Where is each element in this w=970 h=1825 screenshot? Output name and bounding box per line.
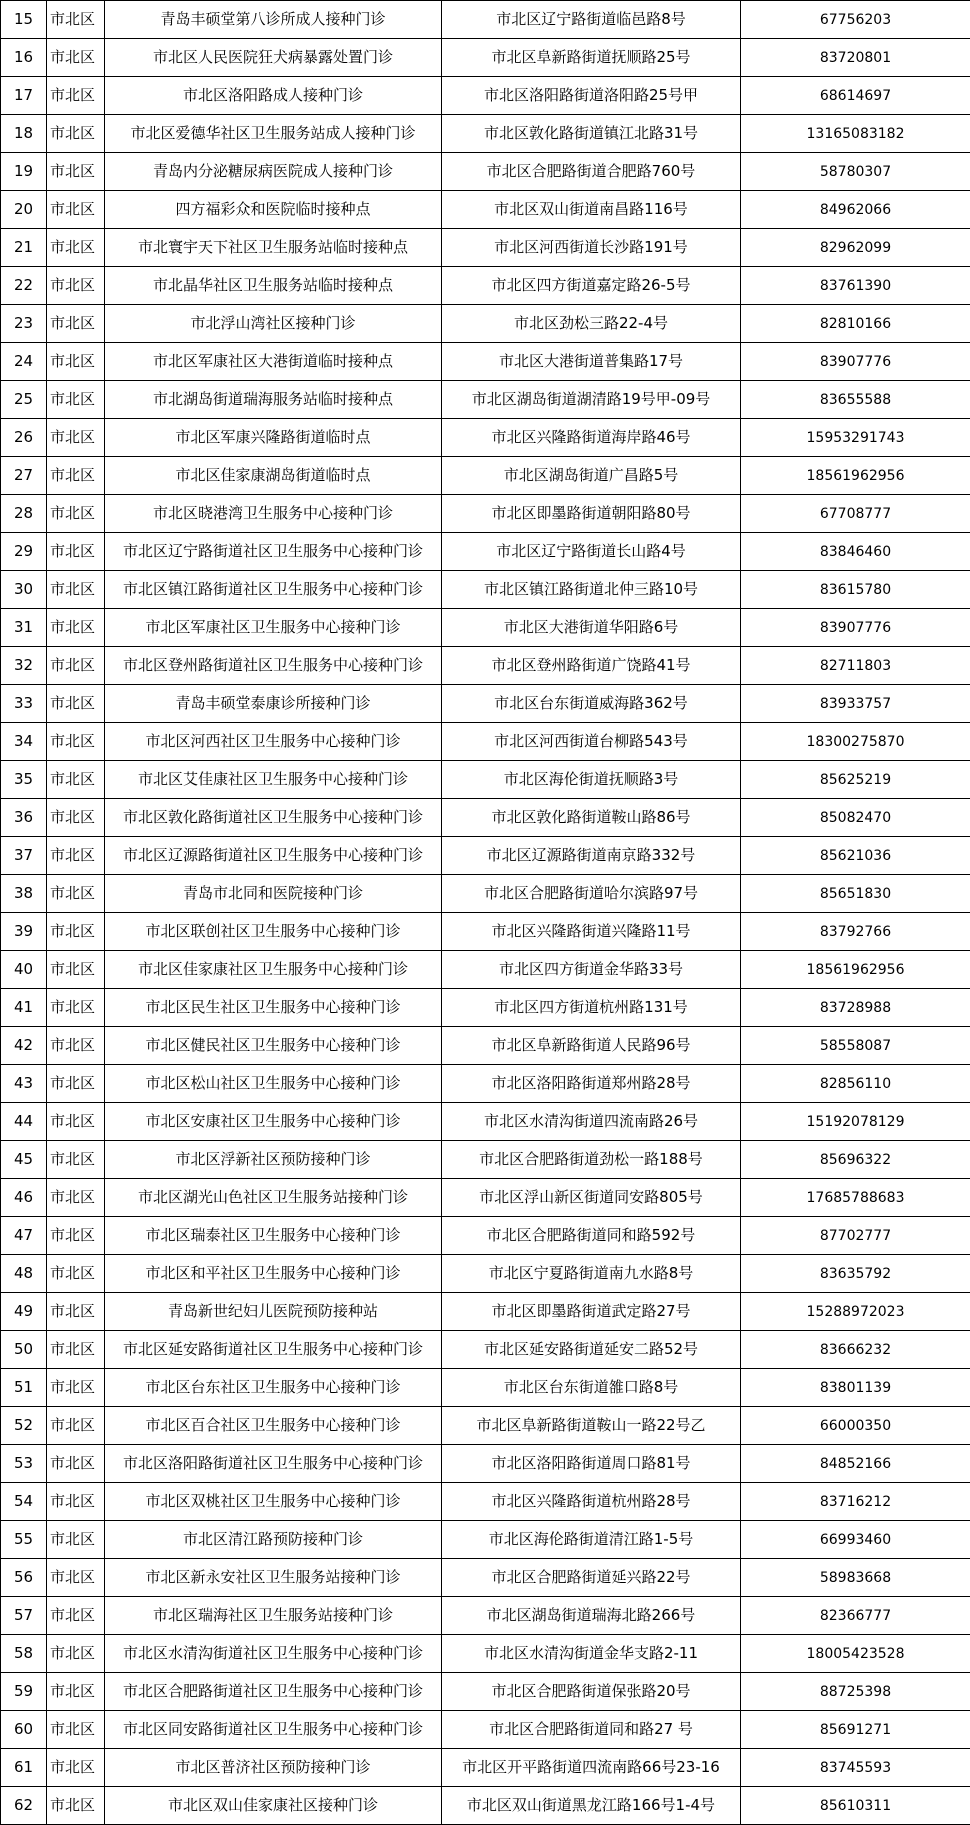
clinic-name-cell: 市北区人民医院狂犬病暴露处置门诊 <box>105 39 442 77</box>
row-number-cell: 30 <box>1 571 47 609</box>
clinic-name-cell: 市北区洛阳路成人接种门诊 <box>105 77 442 115</box>
clinic-name-cell: 市北区瑞泰社区卫生服务中心接种门诊 <box>105 1217 442 1255</box>
row-number-cell: 29 <box>1 533 47 571</box>
row-number-cell: 45 <box>1 1141 47 1179</box>
clinic-name-cell: 市北区辽源路街道社区卫生服务中心接种门诊 <box>105 837 442 875</box>
district-cell: 市北区 <box>47 39 105 77</box>
address-cell: 市北区延安路街道延安二路52号 <box>442 1331 741 1369</box>
district-cell: 市北区 <box>47 1445 105 1483</box>
phone-cell: 83745593 <box>741 1749 970 1787</box>
phone-cell: 83846460 <box>741 533 970 571</box>
clinic-name-cell: 市北浮山湾社区接种门诊 <box>105 305 442 343</box>
table-row <box>1 1331 970 1369</box>
table-row <box>1 761 970 799</box>
row-number-cell: 51 <box>1 1369 47 1407</box>
district-cell: 市北区 <box>47 419 105 457</box>
table-row <box>1 1711 970 1749</box>
phone-cell: 15953291743 <box>741 419 970 457</box>
row-number-cell: 19 <box>1 153 47 191</box>
clinic-name-cell: 四方福彩众和医院临时接种点 <box>105 191 442 229</box>
phone-cell: 13165083182 <box>741 115 970 153</box>
clinic-name-cell: 市北区台东社区卫生服务中心接种门诊 <box>105 1369 442 1407</box>
row-number-cell: 33 <box>1 685 47 723</box>
clinic-name-cell: 市北区军康兴隆路街道临时点 <box>105 419 442 457</box>
clinic-name-cell: 青岛丰硕堂泰康诊所接种门诊 <box>105 685 442 723</box>
district-cell: 市北区 <box>47 609 105 647</box>
table-row <box>1 1521 970 1559</box>
table-row <box>1 989 970 1027</box>
phone-cell: 18561962956 <box>741 951 970 989</box>
row-number-cell: 22 <box>1 267 47 305</box>
address-cell: 市北区大港街道普集路17号 <box>442 343 741 381</box>
table-row <box>1 1787 970 1825</box>
phone-cell: 85082470 <box>741 799 970 837</box>
clinic-name-cell: 市北区松山社区卫生服务中心接种门诊 <box>105 1065 442 1103</box>
clinic-name-cell: 市北区镇江路街道社区卫生服务中心接种门诊 <box>105 571 442 609</box>
phone-cell: 85610311 <box>741 1787 970 1825</box>
table-row <box>1 685 970 723</box>
row-number-cell: 52 <box>1 1407 47 1445</box>
table-row <box>1 951 970 989</box>
address-cell: 市北区湖岛街道湖清路19号甲-09号 <box>442 381 741 419</box>
table-row <box>1 1179 970 1217</box>
table-row <box>1 1597 970 1635</box>
table-row <box>1 1369 970 1407</box>
row-number-cell: 42 <box>1 1027 47 1065</box>
clinic-name-cell: 市北区艾佳康社区卫生服务中心接种门诊 <box>105 761 442 799</box>
phone-cell: 83907776 <box>741 609 970 647</box>
row-number-cell: 61 <box>1 1749 47 1787</box>
clinic-name-cell: 市北区瑞海社区卫生服务站接种门诊 <box>105 1597 442 1635</box>
phone-cell: 18005423528 <box>741 1635 970 1673</box>
clinic-name-cell: 市北区健民社区卫生服务中心接种门诊 <box>105 1027 442 1065</box>
district-cell: 市北区 <box>47 875 105 913</box>
table-row <box>1 913 970 951</box>
row-number-cell: 44 <box>1 1103 47 1141</box>
clinic-name-cell: 市北区爱德华社区卫生服务站成人接种门诊 <box>105 115 442 153</box>
address-cell: 市北区合肥路街道同和路27 号 <box>442 1711 741 1749</box>
table-row <box>1 875 970 913</box>
address-cell: 市北区合肥路街道合肥路760号 <box>442 153 741 191</box>
address-cell: 市北区大港街道华阳路6号 <box>442 609 741 647</box>
phone-cell: 17685788683 <box>741 1179 970 1217</box>
address-cell: 市北区兴隆路街道兴隆路11号 <box>442 913 741 951</box>
district-cell: 市北区 <box>47 1 105 39</box>
clinic-name-cell: 市北区晓港湾卫生服务中心接种门诊 <box>105 495 442 533</box>
row-number-cell: 54 <box>1 1483 47 1521</box>
district-cell: 市北区 <box>47 1065 105 1103</box>
district-cell: 市北区 <box>47 153 105 191</box>
district-cell: 市北区 <box>47 305 105 343</box>
address-cell: 市北区湖岛街道广昌路5号 <box>442 457 741 495</box>
clinic-name-cell: 市北区河西社区卫生服务中心接种门诊 <box>105 723 442 761</box>
address-cell: 市北区辽源路街道南京路332号 <box>442 837 741 875</box>
table-row <box>1 647 970 685</box>
row-number-cell: 58 <box>1 1635 47 1673</box>
table-row <box>1 1217 970 1255</box>
address-cell: 市北区洛阳路街道洛阳路25号甲 <box>442 77 741 115</box>
address-cell: 市北区兴隆路街道海岸路46号 <box>442 419 741 457</box>
district-cell: 市北区 <box>47 1407 105 1445</box>
clinic-name-cell: 青岛市北同和医院接种门诊 <box>105 875 442 913</box>
address-cell: 市北区合肥路街道劲松一路188号 <box>442 1141 741 1179</box>
table-row <box>1 571 970 609</box>
row-number-cell: 50 <box>1 1331 47 1369</box>
address-cell: 市北区洛阳路街道郑州路28号 <box>442 1065 741 1103</box>
address-cell: 市北区宁夏路街道南九水路8号 <box>442 1255 741 1293</box>
phone-cell: 83933757 <box>741 685 970 723</box>
address-cell: 市北区合肥路街道同和路592号 <box>442 1217 741 1255</box>
phone-cell: 67708777 <box>741 495 970 533</box>
row-number-cell: 55 <box>1 1521 47 1559</box>
address-cell: 市北区敦化路街道镇江北路31号 <box>442 115 741 153</box>
table-row <box>1 267 970 305</box>
phone-cell: 83728988 <box>741 989 970 1027</box>
phone-cell: 66000350 <box>741 1407 970 1445</box>
clinic-name-cell: 市北区佳家康社区卫生服务中心接种门诊 <box>105 951 442 989</box>
table-row <box>1 837 970 875</box>
district-cell: 市北区 <box>47 1711 105 1749</box>
district-cell: 市北区 <box>47 1027 105 1065</box>
phone-cell: 83666232 <box>741 1331 970 1369</box>
address-cell: 市北区劲松三路22-4号 <box>442 305 741 343</box>
phone-cell: 82711803 <box>741 647 970 685</box>
phone-cell: 58983668 <box>741 1559 970 1597</box>
row-number-cell: 16 <box>1 39 47 77</box>
phone-cell: 82856110 <box>741 1065 970 1103</box>
table-row <box>1 1141 970 1179</box>
district-cell: 市北区 <box>47 989 105 1027</box>
district-cell: 市北区 <box>47 723 105 761</box>
address-cell: 市北区台东街道威海路362号 <box>442 685 741 723</box>
phone-cell: 66993460 <box>741 1521 970 1559</box>
phone-cell: 15288972023 <box>741 1293 970 1331</box>
phone-cell: 85621036 <box>741 837 970 875</box>
phone-cell: 85696322 <box>741 1141 970 1179</box>
clinic-name-cell: 市北区民生社区卫生服务中心接种门诊 <box>105 989 442 1027</box>
clinic-name-cell: 青岛内分泌糖尿病医院成人接种门诊 <box>105 153 442 191</box>
table-row <box>1 343 970 381</box>
phone-cell: 85691271 <box>741 1711 970 1749</box>
table-row <box>1 495 970 533</box>
phone-cell: 83907776 <box>741 343 970 381</box>
address-cell: 市北区台东街道雒口路8号 <box>442 1369 741 1407</box>
table-row <box>1 1255 970 1293</box>
row-number-cell: 60 <box>1 1711 47 1749</box>
address-cell: 市北区四方街道嘉定路26-5号 <box>442 267 741 305</box>
row-number-cell: 15 <box>1 1 47 39</box>
row-number-cell: 46 <box>1 1179 47 1217</box>
district-cell: 市北区 <box>47 267 105 305</box>
phone-cell: 83761390 <box>741 267 970 305</box>
row-number-cell: 34 <box>1 723 47 761</box>
table-row <box>1 39 970 77</box>
clinic-name-cell: 市北区普济社区预防接种门诊 <box>105 1749 442 1787</box>
phone-cell: 18300275870 <box>741 723 970 761</box>
phone-cell: 58558087 <box>741 1027 970 1065</box>
row-number-cell: 48 <box>1 1255 47 1293</box>
district-cell: 市北区 <box>47 1483 105 1521</box>
table-row <box>1 723 970 761</box>
clinic-name-cell: 市北区敦化路街道社区卫生服务中心接种门诊 <box>105 799 442 837</box>
clinic-name-cell: 市北湖岛街道瑞海服务站临时接种点 <box>105 381 442 419</box>
clinic-name-cell: 市北区双山佳家康社区接种门诊 <box>105 1787 442 1825</box>
row-number-cell: 32 <box>1 647 47 685</box>
phone-cell: 87702777 <box>741 1217 970 1255</box>
clinic-name-cell: 市北区湖光山色社区卫生服务站接种门诊 <box>105 1179 442 1217</box>
address-cell: 市北区湖岛街道瑞海北路266号 <box>442 1597 741 1635</box>
row-number-cell: 40 <box>1 951 47 989</box>
clinic-name-cell: 市北区登州路街道社区卫生服务中心接种门诊 <box>105 647 442 685</box>
district-cell: 市北区 <box>47 951 105 989</box>
clinic-name-cell: 市北区洛阳路街道社区卫生服务中心接种门诊 <box>105 1445 442 1483</box>
address-cell: 市北区海伦路街道清江路1-5号 <box>442 1521 741 1559</box>
row-number-cell: 47 <box>1 1217 47 1255</box>
phone-cell: 83720801 <box>741 39 970 77</box>
address-cell: 市北区登州路街道广饶路41号 <box>442 647 741 685</box>
phone-cell: 84962066 <box>741 191 970 229</box>
phone-cell: 58780307 <box>741 153 970 191</box>
table-row <box>1 1673 970 1711</box>
row-number-cell: 27 <box>1 457 47 495</box>
address-cell: 市北区辽宁路街道长山路4号 <box>442 533 741 571</box>
row-number-cell: 17 <box>1 77 47 115</box>
table-row <box>1 1407 970 1445</box>
address-cell: 市北区兴隆路街道杭州路28号 <box>442 1483 741 1521</box>
district-cell: 市北区 <box>47 1749 105 1787</box>
clinic-name-cell: 青岛丰硕堂第八诊所成人接种门诊 <box>105 1 442 39</box>
table-row <box>1 1 970 39</box>
row-number-cell: 39 <box>1 913 47 951</box>
phone-cell: 84852166 <box>741 1445 970 1483</box>
address-cell: 市北区镇江路街道北仲三路10号 <box>442 571 741 609</box>
table-row <box>1 115 970 153</box>
table-row <box>1 419 970 457</box>
table-row <box>1 799 970 837</box>
clinic-name-cell: 市北区和平社区卫生服务中心接种门诊 <box>105 1255 442 1293</box>
phone-cell: 88725398 <box>741 1673 970 1711</box>
address-cell: 市北区即墨路街道朝阳路80号 <box>442 495 741 533</box>
address-cell: 市北区合肥路街道哈尔滨路97号 <box>442 875 741 913</box>
address-cell: 市北区洛阳路街道周口路81号 <box>442 1445 741 1483</box>
district-cell: 市北区 <box>47 1673 105 1711</box>
row-number-cell: 21 <box>1 229 47 267</box>
address-cell: 市北区河西街道长沙路191号 <box>442 229 741 267</box>
clinic-name-cell: 市北区清江路预防接种门诊 <box>105 1521 442 1559</box>
address-cell: 市北区阜新路街道鞍山一路22号乙 <box>442 1407 741 1445</box>
district-cell: 市北区 <box>47 685 105 723</box>
phone-cell: 67756203 <box>741 1 970 39</box>
row-number-cell: 36 <box>1 799 47 837</box>
row-number-cell: 43 <box>1 1065 47 1103</box>
row-number-cell: 31 <box>1 609 47 647</box>
address-cell: 市北区水清沟街道四流南路26号 <box>442 1103 741 1141</box>
table-row <box>1 533 970 571</box>
address-cell: 市北区海伦街道抚顺路3号 <box>442 761 741 799</box>
table-row <box>1 1027 970 1065</box>
address-cell: 市北区浮山新区街道同安路805号 <box>442 1179 741 1217</box>
table-row <box>1 1635 970 1673</box>
district-cell: 市北区 <box>47 229 105 267</box>
address-cell: 市北区四方街道杭州路131号 <box>442 989 741 1027</box>
district-cell: 市北区 <box>47 381 105 419</box>
district-cell: 市北区 <box>47 1369 105 1407</box>
table-row <box>1 609 970 647</box>
clinic-name-cell: 市北区水清沟街道社区卫生服务中心接种门诊 <box>105 1635 442 1673</box>
address-cell: 市北区合肥路街道延兴路22号 <box>442 1559 741 1597</box>
address-cell: 市北区水清沟街道金华支路2-11 <box>442 1635 741 1673</box>
address-cell: 市北区四方街道金华路33号 <box>442 951 741 989</box>
address-cell: 市北区即墨路街道武定路27号 <box>442 1293 741 1331</box>
table-row <box>1 1749 970 1787</box>
phone-cell: 83655588 <box>741 381 970 419</box>
row-number-cell: 20 <box>1 191 47 229</box>
district-cell: 市北区 <box>47 77 105 115</box>
clinic-name-cell: 市北晶华社区卫生服务站临时接种点 <box>105 267 442 305</box>
clinic-name-cell: 市北区合肥路街道社区卫生服务中心接种门诊 <box>105 1673 442 1711</box>
clinic-name-cell: 市北区浮新社区预防接种门诊 <box>105 1141 442 1179</box>
district-cell: 市北区 <box>47 1255 105 1293</box>
row-number-cell: 56 <box>1 1559 47 1597</box>
district-cell: 市北区 <box>47 571 105 609</box>
address-cell: 市北区双山街道南昌路116号 <box>442 191 741 229</box>
address-cell: 市北区合肥路街道保张路20号 <box>442 1673 741 1711</box>
table-row <box>1 1065 970 1103</box>
address-cell: 市北区双山街道黑龙江路166号1-4号 <box>442 1787 741 1825</box>
phone-cell: 82810166 <box>741 305 970 343</box>
row-number-cell: 28 <box>1 495 47 533</box>
district-cell: 市北区 <box>47 761 105 799</box>
row-number-cell: 23 <box>1 305 47 343</box>
table-row <box>1 1483 970 1521</box>
phone-cell: 83635792 <box>741 1255 970 1293</box>
district-cell: 市北区 <box>47 1141 105 1179</box>
phone-cell: 18561962956 <box>741 457 970 495</box>
address-cell: 市北区辽宁路街道临邑路8号 <box>442 1 741 39</box>
phone-cell: 83792766 <box>741 913 970 951</box>
clinic-name-cell: 市北区新永安社区卫生服务站接种门诊 <box>105 1559 442 1597</box>
district-cell: 市北区 <box>47 647 105 685</box>
row-number-cell: 41 <box>1 989 47 1027</box>
district-cell: 市北区 <box>47 1217 105 1255</box>
district-cell: 市北区 <box>47 1787 105 1825</box>
address-cell: 市北区敦化路街道鞍山路86号 <box>442 799 741 837</box>
phone-cell: 85625219 <box>741 761 970 799</box>
district-cell: 市北区 <box>47 191 105 229</box>
clinic-name-cell: 市北区百合社区卫生服务中心接种门诊 <box>105 1407 442 1445</box>
clinic-name-cell: 市北区辽宁路街道社区卫生服务中心接种门诊 <box>105 533 442 571</box>
table-row <box>1 457 970 495</box>
clinic-name-cell: 市北寰宇天下社区卫生服务站临时接种点 <box>105 229 442 267</box>
district-cell: 市北区 <box>47 115 105 153</box>
district-cell: 市北区 <box>47 533 105 571</box>
row-number-cell: 49 <box>1 1293 47 1331</box>
clinic-name-cell: 市北区同安路街道社区卫生服务中心接种门诊 <box>105 1711 442 1749</box>
district-cell: 市北区 <box>47 1293 105 1331</box>
table-row <box>1 229 970 267</box>
district-cell: 市北区 <box>47 343 105 381</box>
table-row <box>1 1293 970 1331</box>
district-cell: 市北区 <box>47 913 105 951</box>
row-number-cell: 37 <box>1 837 47 875</box>
clinic-name-cell: 市北区佳家康湖岛街道临时点 <box>105 457 442 495</box>
row-number-cell: 35 <box>1 761 47 799</box>
table-row <box>1 305 970 343</box>
district-cell: 市北区 <box>47 1559 105 1597</box>
row-number-cell: 18 <box>1 115 47 153</box>
row-number-cell: 24 <box>1 343 47 381</box>
district-cell: 市北区 <box>47 1635 105 1673</box>
district-cell: 市北区 <box>47 1331 105 1369</box>
table-row <box>1 1103 970 1141</box>
row-number-cell: 53 <box>1 1445 47 1483</box>
clinic-name-cell: 市北区安康社区卫生服务中心接种门诊 <box>105 1103 442 1141</box>
district-cell: 市北区 <box>47 1179 105 1217</box>
clinic-name-cell: 市北区延安路街道社区卫生服务中心接种门诊 <box>105 1331 442 1369</box>
phone-cell: 82366777 <box>741 1597 970 1635</box>
table-row <box>1 153 970 191</box>
address-cell: 市北区阜新路街道抚顺路25号 <box>442 39 741 77</box>
row-number-cell: 25 <box>1 381 47 419</box>
phone-cell: 85651830 <box>741 875 970 913</box>
clinic-name-cell: 青岛新世纪妇儿医院预防接种站 <box>105 1293 442 1331</box>
row-number-cell: 59 <box>1 1673 47 1711</box>
clinic-name-cell: 市北区联创社区卫生服务中心接种门诊 <box>105 913 442 951</box>
table-row <box>1 77 970 115</box>
address-cell: 市北区开平路街道四流南路66号23-16 <box>442 1749 741 1787</box>
row-number-cell: 38 <box>1 875 47 913</box>
district-cell: 市北区 <box>47 1103 105 1141</box>
district-cell: 市北区 <box>47 1597 105 1635</box>
table-body <box>1 1 970 1825</box>
table-row <box>1 1445 970 1483</box>
phone-cell: 83716212 <box>741 1483 970 1521</box>
table-row <box>1 191 970 229</box>
phone-cell: 83615780 <box>741 571 970 609</box>
clinic-name-cell: 市北区双桃社区卫生服务中心接种门诊 <box>105 1483 442 1521</box>
district-cell: 市北区 <box>47 1521 105 1559</box>
phone-cell: 82962099 <box>741 229 970 267</box>
phone-cell: 15192078129 <box>741 1103 970 1141</box>
address-cell: 市北区河西街道台柳路543号 <box>442 723 741 761</box>
district-cell: 市北区 <box>47 457 105 495</box>
clinic-name-cell: 市北区军康社区大港街道临时接种点 <box>105 343 442 381</box>
table-row <box>1 1559 970 1597</box>
address-cell: 市北区阜新路街道人民路96号 <box>442 1027 741 1065</box>
district-cell: 市北区 <box>47 495 105 533</box>
clinic-name-cell: 市北区军康社区卫生服务中心接种门诊 <box>105 609 442 647</box>
table-row <box>1 381 970 419</box>
phone-cell: 83801139 <box>741 1369 970 1407</box>
row-number-cell: 26 <box>1 419 47 457</box>
phone-cell: 68614697 <box>741 77 970 115</box>
row-number-cell: 57 <box>1 1597 47 1635</box>
row-number-cell: 62 <box>1 1787 47 1825</box>
district-cell: 市北区 <box>47 799 105 837</box>
district-cell: 市北区 <box>47 837 105 875</box>
